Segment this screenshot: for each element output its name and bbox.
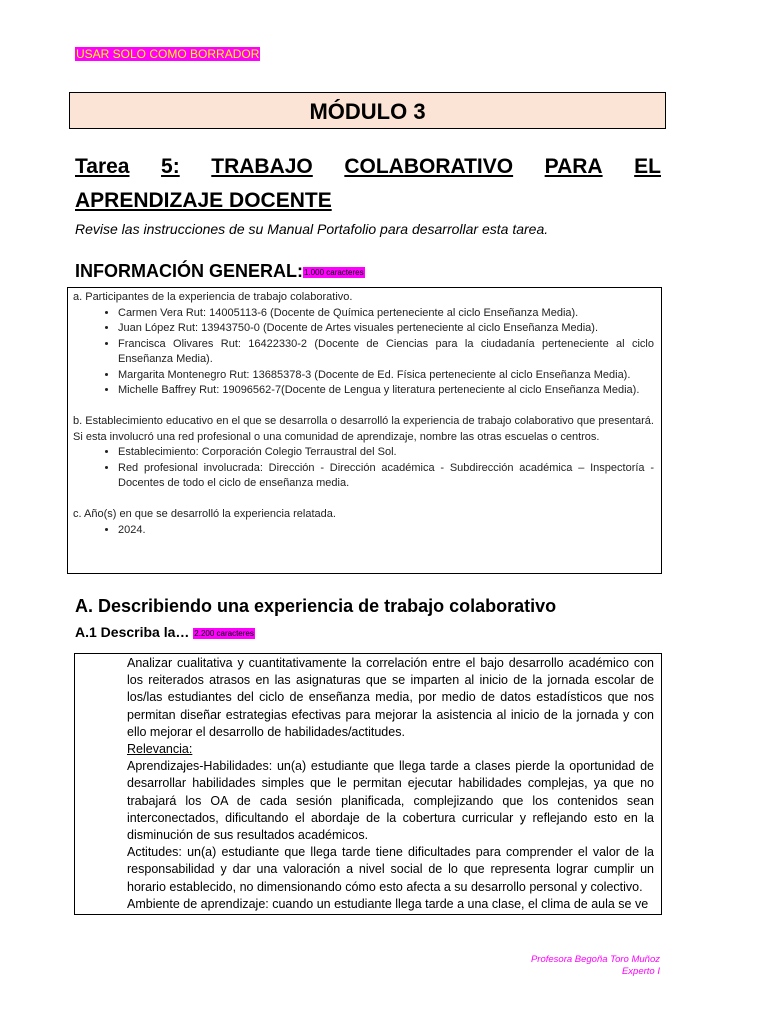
char-count-tag: 1.000 caracteres: [304, 267, 364, 277]
establishment-list: [73, 445, 654, 492]
list-item: • Margarita Montenegro Rut: 13685378-3 (Docente de Ed. Física perteneciente al ciclo Enseñanza Media).: [118, 368, 654, 384]
description-paragraph: Ambiente de aprendizaje: cuando un estudiante llega tarde a una clase, el clima de aula se ve: [127, 896, 649, 911]
description-paragraph: Aprendizajes-Habilidades: un(a) estudiante que llega tarde a clases pierde la oportunidad de desarrollar habilidades simples que le permitan ejecutar habilidades complejas, ya que no trabajará los OA de cada sesión planificada, complejizando que los contenidos sean interconectados, dificultando el abordaje de la cobertura curricular y reflejando esto en la disminución de sus resultados académicos.: [127, 759, 654, 843]
relevance-label: Relevancia:: [127, 742, 193, 757]
participants-list: [73, 306, 654, 399]
draft-label: USAR SOLO COMO BORRADOR: [76, 47, 260, 61]
list-item: • Red profesional involucrada: Dirección - Dirección académica - Subdirección académica – Inspectoría - Docentes de todo el ciclo de enseñanza media.: [118, 461, 654, 492]
list-item: • 2024.: [118, 523, 654, 539]
establishment-label: b. Establecimiento educativo en el que se desarrolla o desarrolló la experiencia de trabajo colaborativo que presentará. Si esta involucró una red profesional o una comunidad de aprendizaje, nombre las otras escuelas o centros.: [73, 415, 654, 443]
list-item: • Juan López Rut: 13943750-0 (Docente de Artes visuales perteneciente al ciclo Enseñanza Media).: [118, 321, 654, 337]
footer-author: Profesora Begoña Toro Muñoz: [530, 954, 660, 965]
task-title-line2: APRENDIZAJE DOCENTE: [75, 189, 332, 212]
list-item: • Carmen Vera Rut: 14005113-6 (Docente de Química perteneciente al ciclo Enseñanza Media).: [118, 306, 654, 322]
general-info-title: INFORMACIÓN GENERAL:: [75, 261, 303, 281]
instruction-text: Revise las instrucciones de su Manual Portafolio para desarrollar esta tarea.: [75, 221, 549, 237]
task-word: TRABAJO: [211, 155, 313, 178]
footer-role: Experto I: [621, 966, 660, 977]
module-title: MÓDULO 3: [69, 92, 666, 129]
list-item: • Francisca Olivares Rut: 16422330-2 (Docente de Ciencias para la ciudadanía perteneciente al ciclo Enseñanza Media).: [118, 337, 654, 368]
participants-label: a. Participantes de la experiencia de trabajo colaborativo.: [73, 291, 353, 303]
section-a1-title: A.1 Describa la…: [75, 624, 190, 640]
task-word: PARA: [544, 155, 603, 178]
years-label: c. Año(s) en que se desarrolló la experiencia relatada.: [73, 508, 336, 520]
task-word: COLABORATIVO: [344, 155, 514, 178]
task-title-line1: [75, 150, 661, 184]
section-a1-heading: [75, 624, 255, 640]
task-word: EL: [634, 155, 661, 178]
list-item: • Establecimiento: Corporación Colegio Terraustral del Sol.: [118, 445, 654, 461]
task-word: Tarea: [75, 155, 130, 178]
general-info-box: [67, 287, 662, 574]
description-paragraph: Analizar cualitativa y cuantitativamente la correlación entre el bajo desarrollo académico con los reiterados atrasos en las asignaturas que se imparten al inicio de la jornada escolar de los/las estudiantes del ciclo de enseñanza media, por medio de datos estadísticos que nos permitan diseñar estrategias efectivas para mejorar la asistencia al inicio de la jornada y con ello mejorar el desarrollo de habilidades/actitudes.: [127, 656, 654, 739]
years-list: [73, 523, 654, 539]
description-box: [74, 653, 662, 915]
footer: [531, 954, 660, 978]
list-item: • Michelle Baffrey Rut: 19096562-7(Docente de Lengua y literatura perteneciente al ciclo Enseñanza Media).: [118, 383, 654, 399]
section-a-heading: A. Describiendo una experiencia de trabajo colaborativo: [75, 596, 557, 616]
task-word: 5:: [161, 155, 180, 178]
task-title: [75, 150, 661, 218]
description-paragraph: Actitudes: un(a) estudiante que llega tarde tiene dificultades para comprender el valor de la responsabilidad y dar una valoración a nivel social de lo que representa lograr cumplir un horario establecido, no dimensionando cómo esto afecta a su desarrollo personal y colectivo.: [127, 845, 654, 894]
general-info-heading: [75, 261, 365, 282]
char-count-tag: 2.200 caracteres: [194, 628, 254, 638]
